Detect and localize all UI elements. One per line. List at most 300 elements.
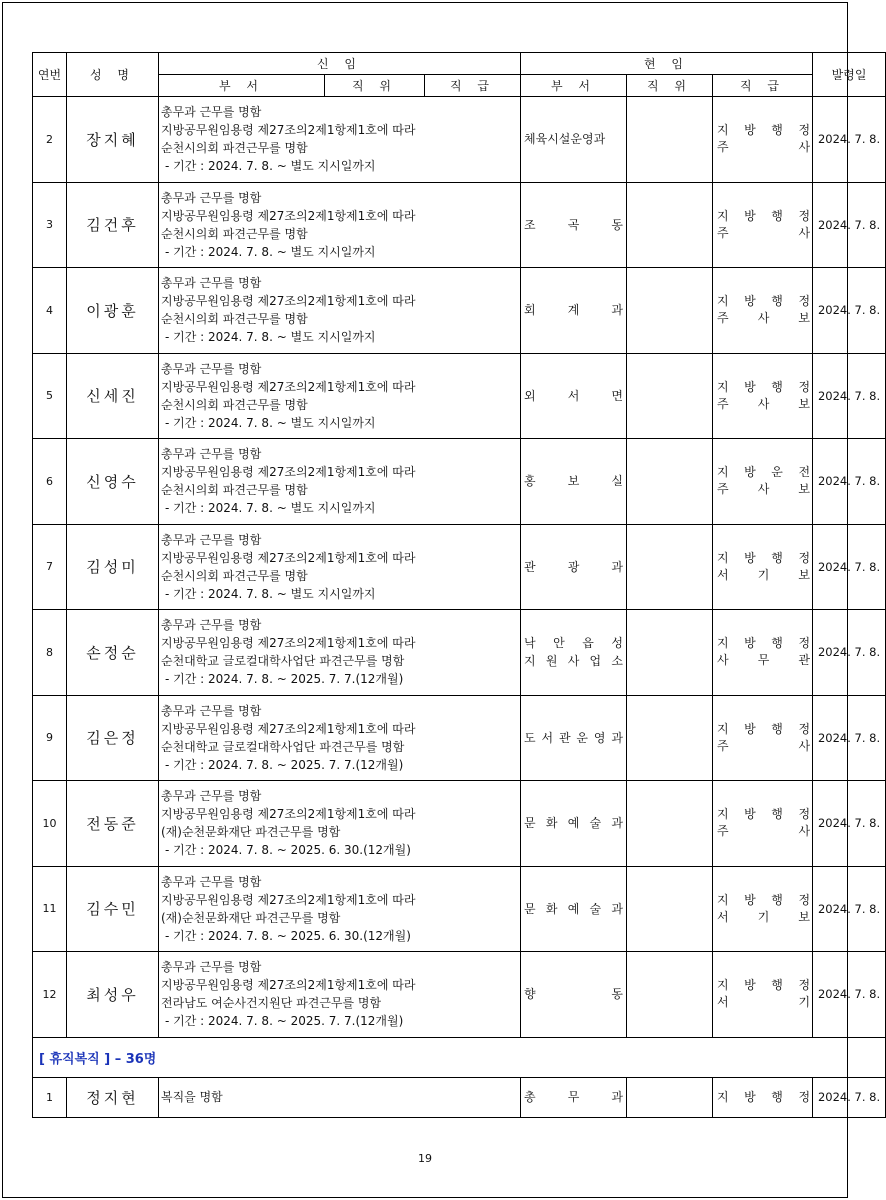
char: 과 bbox=[611, 1090, 624, 1104]
char: 지 bbox=[717, 636, 729, 651]
person-name: 김수민 bbox=[67, 866, 159, 952]
row-number: 6 bbox=[33, 439, 67, 525]
issue-date: 2024. 7. 8. bbox=[813, 524, 886, 610]
content-line: 지방공무원임용령 제27조의2제1항제1호에 따라 bbox=[161, 636, 416, 651]
issue-date: 2024. 7. 8. bbox=[813, 866, 886, 952]
section-row bbox=[33, 1037, 886, 1077]
section-title: [ 휴직복직 ] – 36명 bbox=[33, 1037, 886, 1077]
row-number: 11 bbox=[33, 866, 67, 952]
content-line: - 기간 : 2024. 7. 8. ~ 2025. 6. 30.(12개월) bbox=[165, 843, 411, 858]
grade-line-2 bbox=[717, 396, 810, 413]
char: 주 bbox=[717, 824, 729, 839]
char: 화 bbox=[545, 816, 558, 831]
char: 사 bbox=[798, 225, 811, 240]
current-grade bbox=[713, 439, 813, 525]
content-line: 지방공무원임용령 제27조의2제1항제1호에 따라 bbox=[161, 550, 416, 565]
row-number: 8 bbox=[33, 610, 67, 696]
char: 방 bbox=[744, 721, 756, 736]
grade-text bbox=[717, 806, 810, 840]
current-dept bbox=[521, 353, 627, 439]
char: 정 bbox=[798, 978, 811, 993]
grade-text bbox=[717, 550, 810, 584]
grade-text bbox=[717, 122, 810, 156]
current-dept bbox=[521, 610, 627, 696]
content-line: 지방공무원임용령 제27조의2제1항제1호에 따라 bbox=[161, 721, 416, 736]
appointment-content bbox=[159, 695, 521, 781]
person-name: 손정순 bbox=[67, 610, 159, 696]
appointment-content bbox=[159, 781, 521, 867]
appointment-content bbox=[159, 610, 521, 696]
row-number: 5 bbox=[33, 353, 67, 439]
char: 주 bbox=[717, 482, 729, 497]
row-number: 3 bbox=[33, 182, 67, 268]
content-line: 순천대학교 글로컬대학사업단 파견근무를 명함 bbox=[161, 739, 405, 754]
current-dept bbox=[521, 695, 627, 781]
current-grade bbox=[713, 353, 813, 439]
person-name: 이광훈 bbox=[67, 268, 159, 354]
current-grade bbox=[713, 781, 813, 867]
content-line: 지방공무원임용령 제27조의2제1항제1호에 따라 bbox=[161, 892, 416, 907]
table-row-partial bbox=[33, 1077, 886, 1117]
table-row bbox=[33, 781, 886, 867]
issue-date: 2024. 7. 8. bbox=[813, 268, 886, 354]
char: 과 bbox=[611, 559, 624, 574]
content-line: 전라남도 여순사건지원단 파견근무를 명함 bbox=[161, 996, 382, 1011]
issue-date: 2024. 7. 8. bbox=[813, 1077, 886, 1117]
char: 과 bbox=[611, 730, 623, 745]
person-name: 신영수 bbox=[67, 439, 159, 525]
content-line: - 기간 : 2024. 7. 8. ~ 별도 지시일까지 bbox=[165, 501, 376, 516]
char: 행 bbox=[771, 379, 783, 394]
char: 사 bbox=[798, 738, 811, 753]
justified-text bbox=[524, 900, 623, 918]
char: 정 bbox=[798, 379, 811, 394]
grade-line-1 bbox=[717, 293, 810, 310]
current-position bbox=[627, 353, 713, 439]
char: 관 bbox=[558, 730, 571, 745]
char: 관 bbox=[798, 653, 811, 668]
char: 정 bbox=[798, 123, 811, 138]
current-dept bbox=[521, 781, 627, 867]
appointment-content bbox=[159, 353, 521, 439]
appointment-content bbox=[159, 268, 521, 354]
content-line: 총무과 근무를 명함 bbox=[161, 789, 262, 804]
char: 광 bbox=[567, 559, 580, 574]
appointment-content bbox=[159, 1077, 521, 1117]
char: 읍 bbox=[582, 636, 594, 651]
person-name: 전동준 bbox=[67, 781, 159, 867]
content-line: 총무과 근무를 명함 bbox=[161, 361, 262, 376]
char: 곡 bbox=[567, 217, 580, 232]
char: 지 bbox=[717, 807, 729, 822]
page-number: 19 bbox=[418, 1152, 432, 1165]
content-line: 순천시의회 파견근무를 명함 bbox=[161, 397, 308, 412]
grade-text bbox=[717, 208, 810, 242]
char: 서 bbox=[717, 995, 729, 1010]
char: 서 bbox=[717, 567, 729, 582]
char: 낙 bbox=[524, 636, 536, 651]
char: 과 bbox=[611, 901, 623, 916]
grade-line-2 bbox=[717, 909, 810, 926]
char: 관 bbox=[524, 559, 536, 574]
char: 사 bbox=[757, 482, 770, 497]
row-number: 9 bbox=[33, 695, 67, 781]
content-line: - 기간 : 2024. 7. 8. ~ 2025. 7. 7.(12개월) bbox=[165, 672, 404, 687]
table-row bbox=[33, 268, 886, 354]
justified-text bbox=[524, 634, 623, 652]
char: 면 bbox=[611, 388, 624, 403]
row-number: 4 bbox=[33, 268, 67, 354]
grade-line-2 bbox=[717, 652, 810, 669]
current-position bbox=[627, 182, 713, 268]
char: 총 bbox=[524, 1090, 536, 1104]
content-line: - 기간 : 2024. 7. 8. ~ 별도 지시일까지 bbox=[165, 330, 376, 345]
content-line: - 기간 : 2024. 7. 8. ~ 별도 지시일까지 bbox=[165, 415, 376, 430]
justified-text bbox=[524, 387, 623, 405]
current-dept bbox=[521, 866, 627, 952]
content-line: 총무과 근무를 명함 bbox=[161, 447, 262, 462]
content-line: 순천시의회 파견근무를 명함 bbox=[161, 483, 308, 498]
appointment-content bbox=[159, 439, 521, 525]
table-row bbox=[33, 610, 886, 696]
row-number: 2 bbox=[33, 97, 67, 183]
grade-line-2 bbox=[717, 139, 810, 156]
current-grade bbox=[713, 268, 813, 354]
content-line: 순천시의회 파견근무를 명함 bbox=[161, 312, 308, 327]
row-number: 1 bbox=[33, 1077, 67, 1117]
char: 행 bbox=[771, 807, 783, 822]
table-row bbox=[33, 952, 886, 1038]
char: 과 bbox=[611, 816, 623, 831]
char: 기 bbox=[757, 909, 770, 924]
header-cur-grade: 직 급 bbox=[713, 75, 813, 97]
grade-line-1 bbox=[717, 1088, 810, 1106]
current-position bbox=[627, 952, 713, 1038]
content-line: 지방공무원임용령 제27조의2제1항제1호에 따라 bbox=[161, 978, 416, 993]
current-position bbox=[627, 781, 713, 867]
grade-line-2 bbox=[717, 481, 810, 498]
char: 정 bbox=[798, 294, 811, 309]
char: 성 bbox=[611, 636, 623, 651]
char: 행 bbox=[771, 208, 783, 223]
justified-text bbox=[524, 130, 623, 148]
content-line: 순천시의회 파견근무를 명함 bbox=[161, 141, 308, 156]
char: 동 bbox=[611, 217, 624, 232]
content-line: 순천시의회 파견근무를 명함 bbox=[161, 568, 308, 583]
grade-line-1 bbox=[717, 122, 810, 139]
char: 술 bbox=[589, 816, 602, 831]
char: 운 bbox=[576, 730, 589, 745]
char: 지 bbox=[717, 123, 729, 138]
issue-date: 2024. 7. 8. bbox=[813, 695, 886, 781]
content-line: - 기간 : 2024. 7. 8. ~ 별도 지시일까지 bbox=[165, 159, 376, 174]
header-new-position: 직 위 bbox=[325, 75, 425, 97]
current-dept bbox=[521, 439, 627, 525]
char: 보 bbox=[567, 474, 580, 489]
current-position bbox=[627, 695, 713, 781]
char: 정 bbox=[798, 550, 811, 565]
char: 영 bbox=[593, 730, 606, 745]
current-grade bbox=[713, 182, 813, 268]
grade-line-2 bbox=[717, 567, 810, 584]
char: 방 bbox=[744, 379, 756, 394]
char: 행 bbox=[771, 721, 783, 736]
char: 보 bbox=[798, 396, 811, 411]
content-line: 지방공무원임용령 제27조의2제1항제1호에 따라 bbox=[161, 379, 416, 394]
justified-text bbox=[524, 216, 623, 234]
grade-line-2 bbox=[717, 738, 810, 755]
content-line: 지방공무원임용령 제27조의2제1항제1호에 따라 bbox=[161, 807, 416, 822]
grade-line-1 bbox=[717, 977, 810, 994]
grade-line-1 bbox=[717, 464, 810, 481]
current-dept bbox=[521, 524, 627, 610]
table-row bbox=[33, 182, 886, 268]
char: 방 bbox=[744, 978, 756, 993]
current-grade bbox=[713, 695, 813, 781]
content-line: - 기간 : 2024. 7. 8. ~ 별도 지시일까지 bbox=[165, 586, 376, 601]
char: 보 bbox=[798, 567, 811, 582]
header-new-grade: 직 급 bbox=[425, 75, 521, 97]
issue-date: 2024. 7. 8. bbox=[813, 97, 886, 183]
char: 지 bbox=[717, 294, 729, 309]
header-new-dept: 부 서 bbox=[159, 75, 325, 97]
justified-text bbox=[524, 1088, 623, 1106]
char: 지 bbox=[717, 978, 729, 993]
char: 업 bbox=[589, 654, 602, 669]
char: 사 bbox=[567, 654, 580, 669]
header-cur-position: 직 위 bbox=[627, 75, 713, 97]
grade-text bbox=[717, 635, 810, 669]
char: 정 bbox=[798, 1090, 811, 1104]
char: 조 bbox=[524, 217, 536, 232]
grade-line-1 bbox=[717, 806, 810, 823]
char: 행 bbox=[771, 123, 783, 138]
current-dept bbox=[521, 268, 627, 354]
personnel-table bbox=[32, 52, 886, 1118]
char: 주 bbox=[717, 738, 729, 753]
char: 지 bbox=[717, 465, 729, 480]
content-line: (재)순천문화재단 파견근무를 명함 bbox=[161, 825, 341, 840]
table-row bbox=[33, 695, 886, 781]
char: 지 bbox=[717, 550, 729, 565]
current-grade bbox=[713, 610, 813, 696]
grade-line-2 bbox=[717, 310, 810, 327]
current-position bbox=[627, 524, 713, 610]
header-new-post: 신 임 bbox=[159, 53, 521, 75]
justified-text bbox=[524, 558, 623, 576]
content-line: 총무과 근무를 명함 bbox=[161, 874, 262, 889]
char: 보 bbox=[798, 311, 811, 326]
grade-text bbox=[717, 721, 810, 755]
char: 무 bbox=[567, 1090, 580, 1104]
char: 전 bbox=[798, 465, 811, 480]
char: 사 bbox=[798, 824, 811, 839]
grade-text bbox=[717, 892, 810, 926]
content-line: 지방공무원임용령 제27조의2제1항제1호에 따라 bbox=[161, 465, 416, 480]
char: 정 bbox=[798, 721, 811, 736]
person-name: 장지혜 bbox=[67, 97, 159, 183]
char: 지 bbox=[717, 1090, 729, 1104]
justified-text bbox=[524, 472, 623, 490]
person-name: 정지현 bbox=[67, 1077, 159, 1117]
grade-line-1 bbox=[717, 635, 810, 652]
grade-text bbox=[717, 293, 810, 327]
appointment-content bbox=[159, 524, 521, 610]
char: 실 bbox=[611, 474, 624, 489]
char: 화 bbox=[545, 901, 558, 916]
char: 행 bbox=[771, 636, 783, 651]
char: 방 bbox=[744, 550, 756, 565]
appointment-content bbox=[159, 866, 521, 952]
char: 문 bbox=[524, 816, 536, 831]
char: 방 bbox=[744, 208, 756, 223]
char: 사 bbox=[757, 311, 770, 326]
char: 서 bbox=[717, 909, 729, 924]
char: 행 bbox=[771, 294, 783, 309]
current-position bbox=[627, 97, 713, 183]
char: 예 bbox=[567, 901, 580, 916]
char: 무 bbox=[757, 653, 770, 668]
char: 회 bbox=[524, 303, 536, 318]
char: 방 bbox=[744, 123, 756, 138]
char: 주 bbox=[717, 225, 729, 240]
char: 방 bbox=[744, 294, 756, 309]
current-position bbox=[627, 610, 713, 696]
header-current-post: 현 임 bbox=[521, 53, 813, 75]
char: 계 bbox=[567, 303, 580, 318]
current-position bbox=[627, 439, 713, 525]
char: 사 bbox=[717, 653, 729, 668]
current-grade bbox=[713, 524, 813, 610]
char: 기 bbox=[757, 567, 770, 582]
content-line: 총무과 근무를 명함 bbox=[161, 190, 262, 205]
char: 외 bbox=[524, 388, 536, 403]
char: 지 bbox=[717, 208, 729, 223]
char: 행 bbox=[771, 892, 783, 907]
content-line: (재)순천문화재단 파견근무를 명함 bbox=[161, 910, 341, 925]
char: 과 bbox=[611, 303, 624, 318]
char: 향 bbox=[524, 987, 536, 1002]
table-row bbox=[33, 866, 886, 952]
char: 정 bbox=[798, 636, 811, 651]
justified-text bbox=[524, 652, 623, 670]
grade-text bbox=[717, 464, 810, 498]
char: 동 bbox=[611, 987, 624, 1002]
row-number: 10 bbox=[33, 781, 67, 867]
table-row bbox=[33, 353, 886, 439]
content-line: - 기간 : 2024. 7. 8. ~ 2025. 7. 7.(12개월) bbox=[165, 757, 404, 772]
char: 행 bbox=[771, 978, 783, 993]
char: 운 bbox=[771, 465, 783, 480]
issue-date: 2024. 7. 8. bbox=[813, 182, 886, 268]
current-grade bbox=[713, 97, 813, 183]
content-line: 총무과 근무를 명함 bbox=[161, 276, 262, 291]
current-grade bbox=[713, 866, 813, 952]
char: 원 bbox=[545, 654, 558, 669]
char: 지 bbox=[717, 892, 729, 907]
char: 방 bbox=[744, 892, 756, 907]
grade-line-2 bbox=[717, 823, 810, 840]
char: 정 bbox=[798, 892, 811, 907]
content-line: 지방공무원임용령 제27조의2제1항제1호에 따라 bbox=[161, 123, 416, 138]
grade-line-1 bbox=[717, 208, 810, 225]
char: 사 bbox=[757, 396, 770, 411]
char: 안 bbox=[553, 636, 565, 651]
person-name: 김건후 bbox=[67, 182, 159, 268]
header-name: 성 명 bbox=[67, 53, 159, 97]
header-cur-dept: 부 서 bbox=[521, 75, 627, 97]
justified-text bbox=[524, 814, 623, 832]
current-position bbox=[627, 866, 713, 952]
char: 서 bbox=[567, 388, 580, 403]
current-dept bbox=[521, 97, 627, 183]
content-line: - 기간 : 2024. 7. 8. ~ 별도 지시일까지 bbox=[165, 244, 376, 259]
content-line: 총무과 근무를 명함 bbox=[161, 618, 262, 633]
char: 소 bbox=[611, 654, 623, 669]
header-seq: 연번 bbox=[33, 53, 67, 97]
current-dept bbox=[521, 1077, 627, 1117]
header-issue-date: 발령일 bbox=[813, 53, 886, 97]
content-line: - 기간 : 2024. 7. 8. ~ 2025. 7. 7.(12개월) bbox=[165, 1014, 404, 1029]
issue-date: 2024. 7. 8. bbox=[813, 781, 886, 867]
current-position bbox=[627, 1077, 713, 1117]
char: 보 bbox=[798, 909, 811, 924]
current-dept bbox=[521, 952, 627, 1038]
table-row bbox=[33, 524, 886, 610]
char: 행 bbox=[771, 550, 783, 565]
grade-text bbox=[717, 977, 810, 1011]
char: 도 bbox=[524, 730, 536, 745]
grade-line-2 bbox=[717, 225, 810, 242]
content-line: - 기간 : 2024. 7. 8. ~ 2025. 6. 30.(12개월) bbox=[165, 928, 411, 943]
appointment-content bbox=[159, 182, 521, 268]
char: 지 bbox=[717, 379, 729, 394]
grade-line-2 bbox=[717, 994, 810, 1011]
char: 사 bbox=[798, 140, 811, 155]
grade-line-1 bbox=[717, 721, 810, 738]
justified-text bbox=[524, 985, 623, 1003]
current-grade bbox=[713, 1077, 813, 1117]
char: 지 bbox=[524, 654, 536, 669]
row-number: 7 bbox=[33, 524, 67, 610]
char: 보 bbox=[798, 482, 811, 497]
appointment-content bbox=[159, 97, 521, 183]
issue-date: 2024. 7. 8. bbox=[813, 439, 886, 525]
table-body bbox=[33, 97, 886, 1118]
person-name: 김은정 bbox=[67, 695, 159, 781]
char: 방 bbox=[744, 1090, 756, 1104]
char: 방 bbox=[744, 636, 756, 651]
content-line: 순천시의회 파견근무를 명함 bbox=[161, 226, 308, 241]
char: 행 bbox=[771, 1090, 783, 1104]
content-line: 복직을 명함 bbox=[161, 1090, 223, 1104]
row-number: 12 bbox=[33, 952, 67, 1038]
char: 방 bbox=[744, 807, 756, 822]
char: 예 bbox=[567, 816, 580, 831]
table-row bbox=[33, 97, 886, 183]
content-line: 총무과 근무를 명함 bbox=[161, 703, 262, 718]
char: 체육시설운영과 bbox=[524, 132, 606, 147]
char: 주 bbox=[717, 311, 729, 326]
char: 서 bbox=[541, 730, 554, 745]
current-position bbox=[627, 268, 713, 354]
content-line: 지방공무원임용령 제27조의2제1항제1호에 따라 bbox=[161, 208, 416, 223]
current-grade bbox=[713, 952, 813, 1038]
table-row bbox=[33, 439, 886, 525]
justified-text bbox=[524, 301, 623, 319]
grade-line-1 bbox=[717, 379, 810, 396]
person-name: 신세진 bbox=[67, 353, 159, 439]
